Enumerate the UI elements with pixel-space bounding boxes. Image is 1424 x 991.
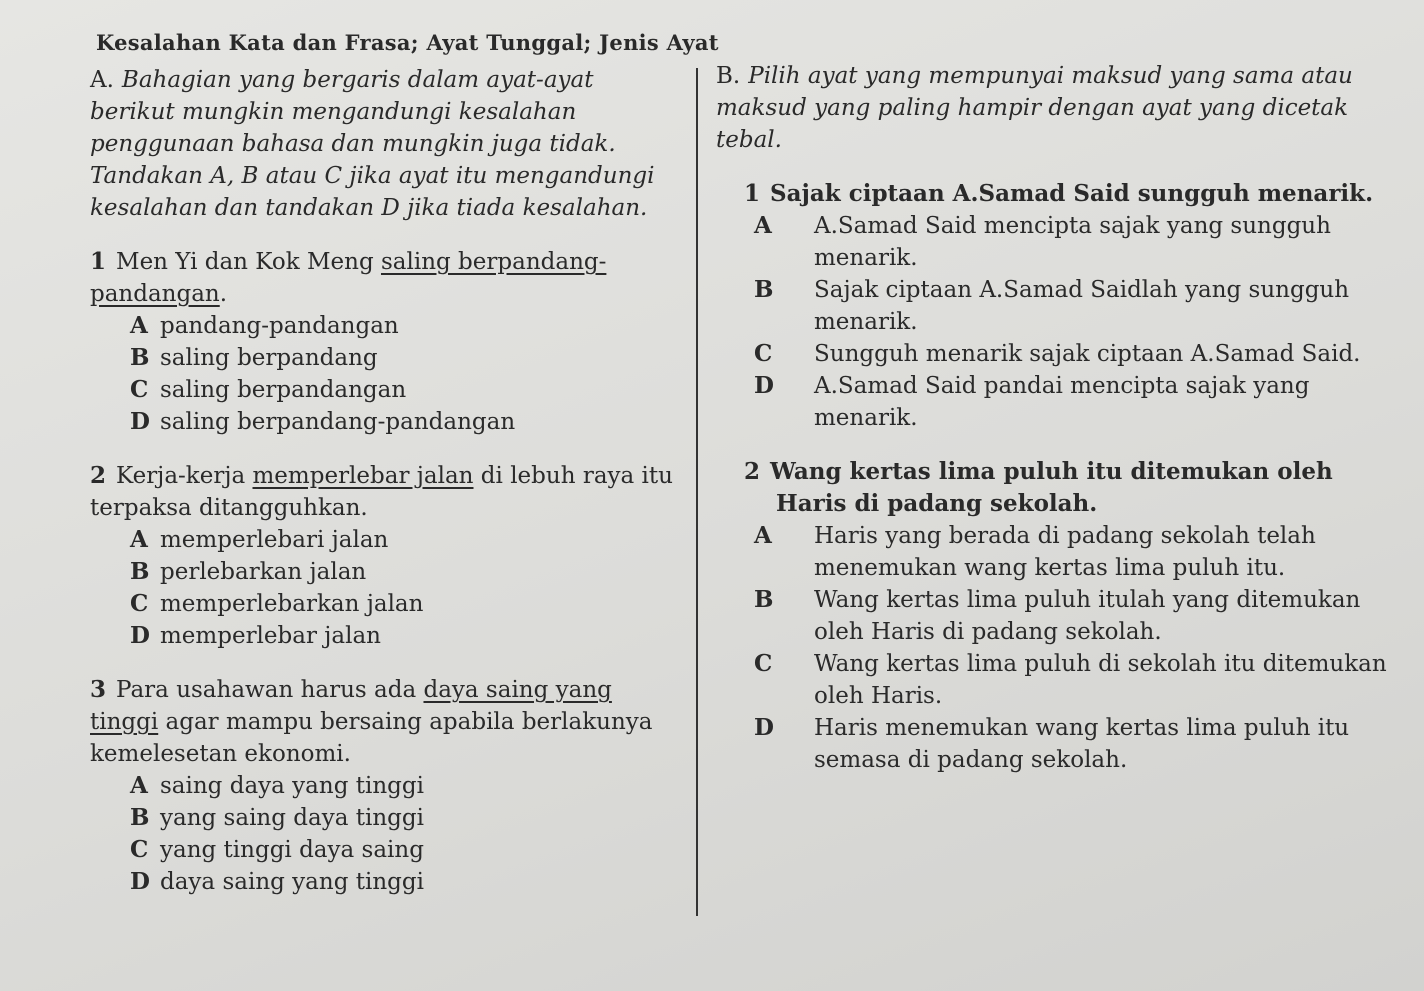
option-letter: A (130, 772, 148, 799)
option-b[interactable] (716, 584, 1396, 648)
option-text: Wang kertas lima puluh di sekolah itu ditemukan oleh Haris. (814, 651, 1387, 709)
stem-text: Wang kertas lima puluh itu ditemukan oleh Haris di padang sekolah. (770, 458, 1333, 517)
option-letter: C (130, 590, 149, 617)
option-a[interactable] (716, 520, 1396, 584)
stem-text: Sajak ciptaan A.Samad Said sungguh menarik. (770, 180, 1374, 207)
option-letter: B (130, 804, 150, 831)
option-letter: A (754, 212, 772, 239)
option-text: Haris menemukan wang kertas lima puluh itu semasa di padang sekolah. (814, 715, 1350, 773)
section-a-instruction (90, 64, 680, 224)
section-b-instruction (716, 60, 1396, 156)
option-d[interactable] (90, 406, 680, 438)
option-c[interactable] (90, 374, 680, 406)
option-letter: A (130, 312, 148, 339)
question-a3 (90, 674, 680, 898)
section-b-label: B. (716, 63, 741, 89)
option-letter: C (130, 836, 149, 863)
option-c[interactable] (90, 834, 680, 866)
option-letter: C (130, 376, 149, 403)
page-title: Kesalahan Kata dan Frasa; Ayat Tunggal; Jenis Ayat (96, 30, 719, 55)
option-b[interactable] (90, 556, 680, 588)
question-stem (716, 456, 1396, 520)
option-c[interactable] (716, 648, 1396, 712)
stem-post: agar mampu bersaing apabila berlakunya kemelesetan ekonomi. (90, 709, 653, 767)
question-stem (90, 674, 680, 770)
option-text: A.Samad Said pandai mencipta sajak yang menarik. (814, 373, 1310, 431)
option-text: saling berpandang-pandangan (160, 409, 516, 435)
stem-post: di lebuh raya itu terpaksa ditangguhkan. (90, 463, 673, 521)
section-a-label: A. (90, 67, 114, 93)
underlined-phrase: memperlebar jalan (252, 463, 474, 489)
option-letter: D (130, 622, 150, 649)
option-text: Haris yang berada di padang sekolah telah menemukan wang kertas lima puluh itu. (814, 523, 1316, 581)
option-d[interactable] (716, 712, 1396, 776)
option-text: A.Samad Said mencipta sajak yang sungguh menarik. (814, 213, 1331, 271)
option-text: daya saing yang tinggi (160, 869, 424, 895)
option-text: perlebarkan jalan (160, 559, 367, 585)
option-letter: A (754, 522, 772, 549)
option-c[interactable] (716, 338, 1396, 370)
option-letter: C (754, 650, 773, 677)
option-a[interactable] (90, 770, 680, 802)
option-text: memperlebar jalan (160, 623, 381, 649)
underlined-phrase: daya saing yang tinggi (90, 677, 612, 735)
option-a[interactable] (90, 310, 680, 342)
option-letter: B (754, 276, 774, 303)
option-text: saling berpandangan (160, 377, 407, 403)
option-letter: A (130, 526, 148, 553)
option-a[interactable] (716, 210, 1396, 274)
option-text: Wang kertas lima puluh itulah yang ditemukan oleh Haris di padang sekolah. (814, 587, 1361, 645)
option-text: yang saing daya tinggi (160, 805, 424, 831)
option-d[interactable] (90, 620, 680, 652)
option-text: Sajak ciptaan A.Samad Saidlah yang sungguh menarik. (814, 277, 1350, 335)
question-stem (90, 460, 680, 524)
stem-pre: Kerja-kerja (116, 463, 253, 489)
option-text: pandang-pandangan (160, 313, 399, 339)
option-letter: B (130, 344, 150, 371)
stem-pre: Men Yi dan Kok Meng (116, 249, 381, 275)
option-b[interactable] (90, 802, 680, 834)
option-letter: D (130, 408, 150, 435)
option-a[interactable] (90, 524, 680, 556)
option-letter: C (754, 340, 773, 367)
option-text: Sungguh menarik sajak ciptaan A.Samad Said. (814, 341, 1361, 367)
option-text: yang tinggi daya saing (160, 837, 424, 863)
stem-pre: Para usahawan harus ada (116, 677, 424, 703)
question-stem (90, 246, 680, 310)
question-stem (716, 178, 1396, 210)
option-c[interactable] (90, 588, 680, 620)
question-a2 (90, 460, 680, 652)
option-text: saling berpandang (160, 345, 378, 371)
question-number: 1 (744, 180, 761, 207)
option-letter: D (754, 372, 774, 399)
option-b[interactable] (90, 342, 680, 374)
option-letter: D (754, 714, 774, 741)
option-text: saing daya yang tinggi (160, 773, 424, 799)
question-a1 (90, 246, 680, 438)
section-b-instruction-text: Pilih ayat yang mempunyai maksud yang sama atau maksud yang paling hampir dengan ayat yang dicetak tebal. (716, 63, 1353, 153)
column-divider (696, 68, 698, 916)
section-a-instruction-text: Bahagian yang bergaris dalam ayat-ayat berikut mungkin mengandungi kesalahan penggunaan bahasa dan mungkin juga tidak. Tandakan A, B atau C jika ayat itu mengandungi kesalahan dan tandakan D jika tiada kesalahan. (90, 67, 655, 221)
underlined-phrase: saling berpandang-pandangan (90, 249, 607, 307)
question-number: 2 (744, 458, 761, 485)
question-number: 3 (90, 676, 107, 703)
section-b (716, 60, 1396, 776)
option-d[interactable] (716, 370, 1396, 434)
option-letter: B (754, 586, 774, 613)
question-b1 (716, 178, 1396, 434)
option-text: memperlebari jalan (160, 527, 389, 553)
option-d[interactable] (90, 866, 680, 898)
stem-post: . (219, 281, 228, 307)
option-letter: D (130, 868, 150, 895)
section-a (90, 64, 680, 898)
option-b[interactable] (716, 274, 1396, 338)
option-letter: B (130, 558, 150, 585)
question-number: 1 (90, 248, 107, 275)
question-b2 (716, 456, 1396, 776)
option-text: memperlebarkan jalan (160, 591, 424, 617)
question-number: 2 (90, 462, 107, 489)
